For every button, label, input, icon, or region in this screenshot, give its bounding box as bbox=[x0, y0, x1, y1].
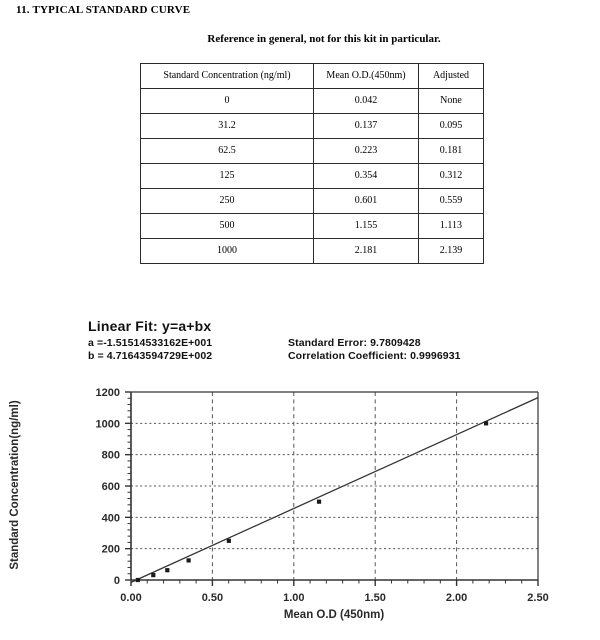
y-tick-label: 1200 bbox=[95, 387, 120, 399]
cell-adjusted: 0.095 bbox=[419, 114, 484, 139]
data-point-marker bbox=[151, 573, 155, 577]
cell-concentration: 250 bbox=[141, 189, 314, 214]
x-tick-label: 2.50 bbox=[527, 592, 549, 604]
cell-concentration: 1000 bbox=[141, 239, 314, 264]
x-tick-label: 0.00 bbox=[120, 592, 142, 604]
cell-mean-od: 1.155 bbox=[314, 214, 419, 239]
cell-mean-od: 0.137 bbox=[314, 114, 419, 139]
table-header-mean-od: Mean O.D.(450nm) bbox=[314, 64, 419, 89]
data-point-marker bbox=[136, 578, 140, 582]
y-tick-label: 1000 bbox=[95, 418, 120, 431]
y-tick-label: 600 bbox=[101, 481, 120, 493]
section-heading: 11. TYPICAL STANDARD CURVE bbox=[16, 4, 191, 16]
cell-adjusted: 1.113 bbox=[419, 214, 484, 239]
y-tick-label: 200 bbox=[101, 543, 120, 556]
x-axis-title: Mean O.D (450nm) bbox=[283, 609, 385, 621]
cell-concentration: 0 bbox=[141, 89, 314, 114]
fit-coefficient-b: b = 4.71643594729E+002 bbox=[88, 350, 213, 362]
x-tick-label: 0.50 bbox=[201, 592, 224, 604]
standard-curve-chart bbox=[0, 370, 600, 640]
table-row bbox=[141, 164, 484, 189]
reference-note: Reference in general, not for this kit in particular. bbox=[207, 33, 441, 45]
data-point-marker bbox=[484, 421, 488, 425]
cell-adjusted: 0.181 bbox=[419, 139, 484, 164]
data-point-marker bbox=[187, 558, 191, 562]
x-tick-label: 1.00 bbox=[283, 592, 305, 604]
table-header-row bbox=[141, 64, 484, 89]
x-tick-label: 1.50 bbox=[364, 592, 386, 604]
cell-mean-od: 0.042 bbox=[314, 89, 419, 114]
table-row bbox=[141, 89, 484, 114]
table-row bbox=[141, 214, 484, 239]
fit-line bbox=[131, 398, 538, 583]
table-row bbox=[141, 189, 484, 214]
y-axis-title: Standard Concentration(ng/ml) bbox=[9, 400, 21, 570]
chart-svg bbox=[0, 370, 600, 640]
cell-concentration: 125 bbox=[141, 164, 314, 189]
linear-fit-title: Linear Fit: y=a+bx bbox=[88, 318, 212, 334]
y-tick-label: 0 bbox=[113, 575, 120, 587]
chart-fit-line bbox=[131, 398, 538, 583]
table-row bbox=[141, 114, 484, 139]
cell-concentration: 62.5 bbox=[141, 139, 314, 164]
cell-adjusted: 0.312 bbox=[419, 164, 484, 189]
cell-mean-od: 2.181 bbox=[314, 239, 419, 264]
chart-gridlines bbox=[131, 392, 538, 580]
table-header-concentration: Standard Concentration (ng/ml) bbox=[141, 64, 314, 89]
y-tick-label: 800 bbox=[101, 449, 120, 462]
table-row bbox=[141, 139, 484, 164]
data-point-marker bbox=[317, 500, 321, 504]
table-header-adjusted: Adjusted bbox=[419, 64, 484, 89]
fit-coefficient-a: a =-1.51514533162E+001 bbox=[88, 337, 213, 349]
cell-adjusted: 2.139 bbox=[419, 239, 484, 264]
cell-mean-od: 0.223 bbox=[314, 139, 419, 164]
chart-data-points bbox=[136, 421, 488, 582]
fit-correlation-coefficient: Correlation Coefficient: 0.9996931 bbox=[288, 350, 461, 362]
x-tick-label: 2.00 bbox=[445, 592, 468, 604]
table-row bbox=[141, 239, 484, 264]
linear-fit-block bbox=[88, 318, 461, 362]
fit-standard-error: Standard Error: 9.7809428 bbox=[288, 337, 421, 349]
cell-concentration: 31.2 bbox=[141, 114, 314, 139]
data-point-marker bbox=[165, 568, 169, 572]
cell-adjusted: None bbox=[419, 89, 484, 114]
data-point-marker bbox=[227, 539, 231, 543]
cell-mean-od: 0.354 bbox=[314, 164, 419, 189]
cell-adjusted: 0.559 bbox=[419, 189, 484, 214]
cell-mean-od: 0.601 bbox=[314, 189, 419, 214]
y-tick-label: 400 bbox=[101, 512, 120, 525]
standard-curve-table bbox=[140, 63, 484, 264]
cell-concentration: 500 bbox=[141, 214, 314, 239]
